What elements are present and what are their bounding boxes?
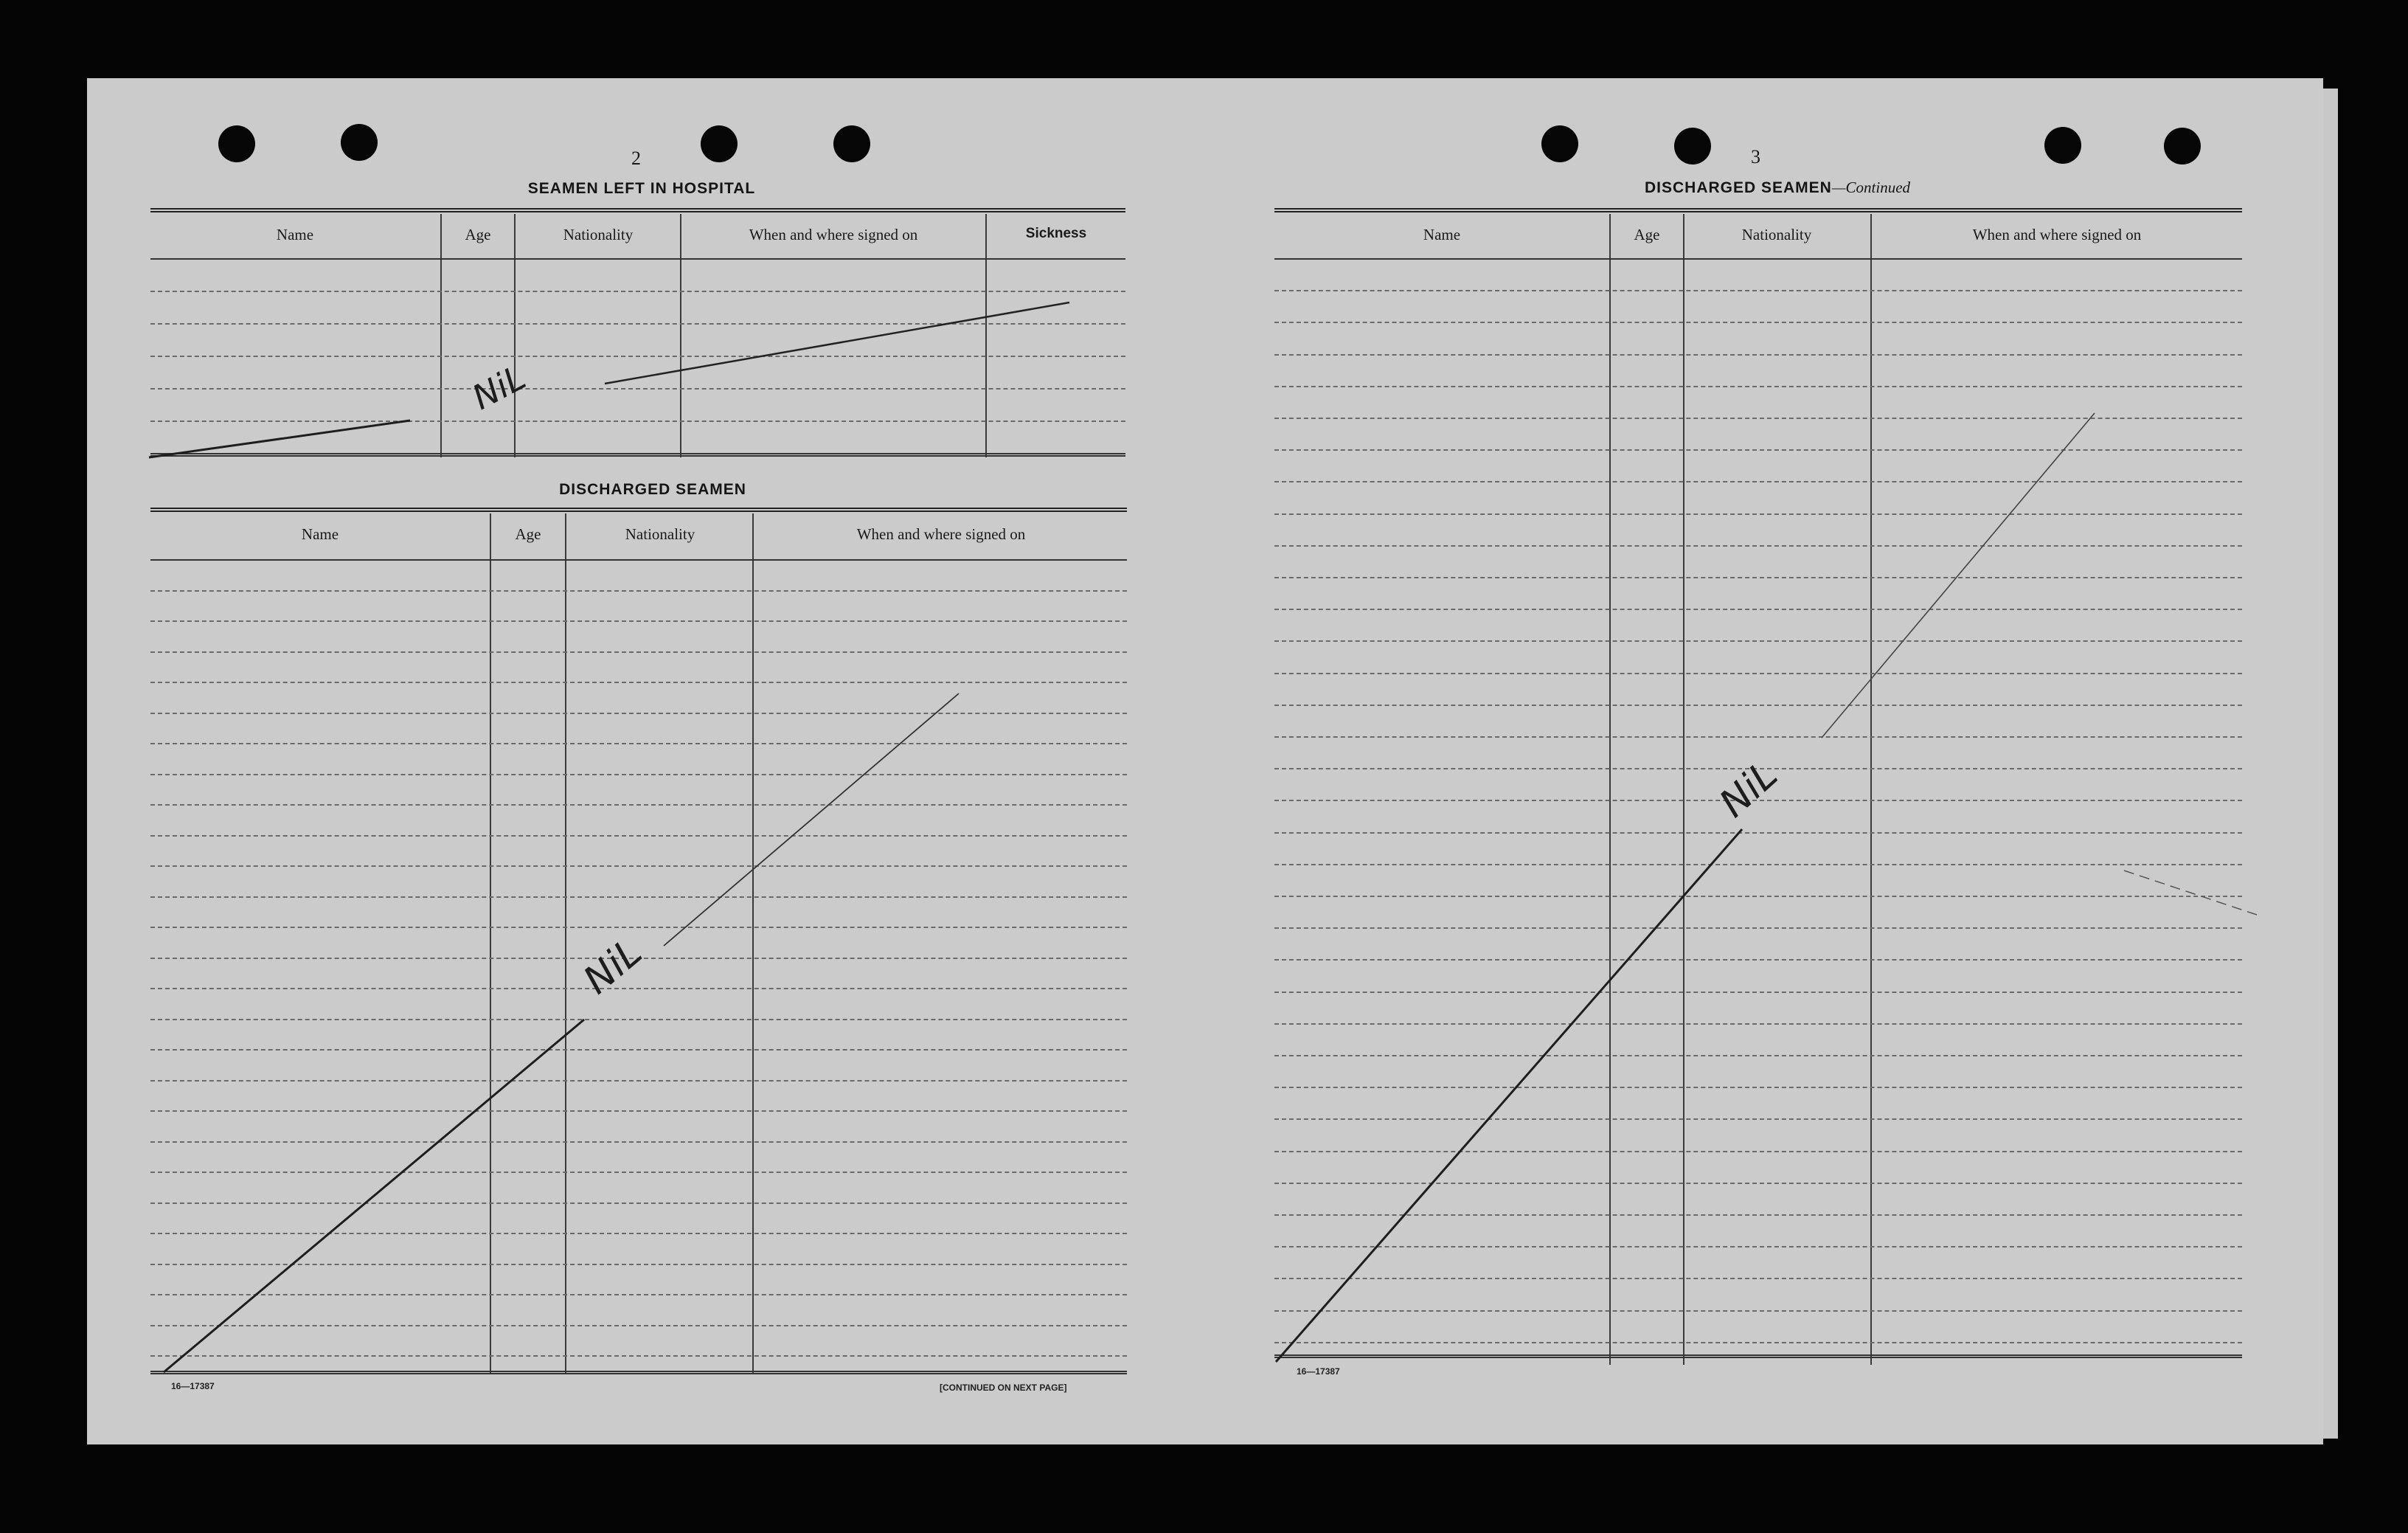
left-page-number: 2	[631, 148, 641, 169]
right-form-number: 16—17387	[1297, 1366, 1340, 1377]
discharged-col-nationality: Nationality	[625, 525, 695, 543]
discharged-col-signed-on: When and where signed on	[856, 525, 1026, 543]
right-page-number: 3	[1751, 146, 1760, 167]
discharged-nil-entry: NiL	[575, 930, 650, 1003]
hospital-section-title: SEAMEN LEFT IN HOSPITAL	[527, 180, 756, 197]
discharged-continued-title-main: DISCHARGED SEAMEN	[1644, 179, 1832, 196]
hospital-col-name: Name	[276, 226, 314, 243]
continued-nil-entry: NiL	[1711, 752, 1786, 826]
continued-strike-lower	[1276, 829, 1742, 1362]
left-form-number: 16—17387	[171, 1381, 215, 1391]
continued-col-signed-on: When and where signed on	[1972, 226, 2142, 243]
discharged-col-age: Age	[515, 525, 541, 543]
discharged-col-name: Name	[301, 525, 339, 543]
hospital-col-nationality: Nationality	[563, 226, 634, 243]
discharged-strike-lower	[164, 1020, 584, 1372]
discharged-strike-upper	[664, 693, 959, 946]
continued-strike-upper	[1822, 413, 2095, 738]
hospital-col-sickness: Sickness	[1025, 226, 1087, 241]
hospital-col-age: Age	[465, 226, 491, 243]
hospital-strike-upper	[605, 302, 1069, 384]
continued-col-nationality: Nationality	[1741, 226, 1812, 243]
continued-strike-dash	[2124, 871, 2257, 915]
continued-note: [CONTINUED ON NEXT PAGE]	[940, 1383, 1067, 1393]
hospital-strike-lower	[149, 421, 410, 457]
continued-col-name: Name	[1423, 226, 1461, 243]
discharged-continued-suffix: —Continued	[1831, 179, 1911, 196]
discharged-section-title: DISCHARGED SEAMEN	[559, 481, 746, 498]
continued-col-age: Age	[1634, 226, 1660, 243]
hospital-nil-entry: NiL	[465, 357, 532, 418]
hospital-col-signed-on: When and where signed on	[749, 226, 918, 243]
